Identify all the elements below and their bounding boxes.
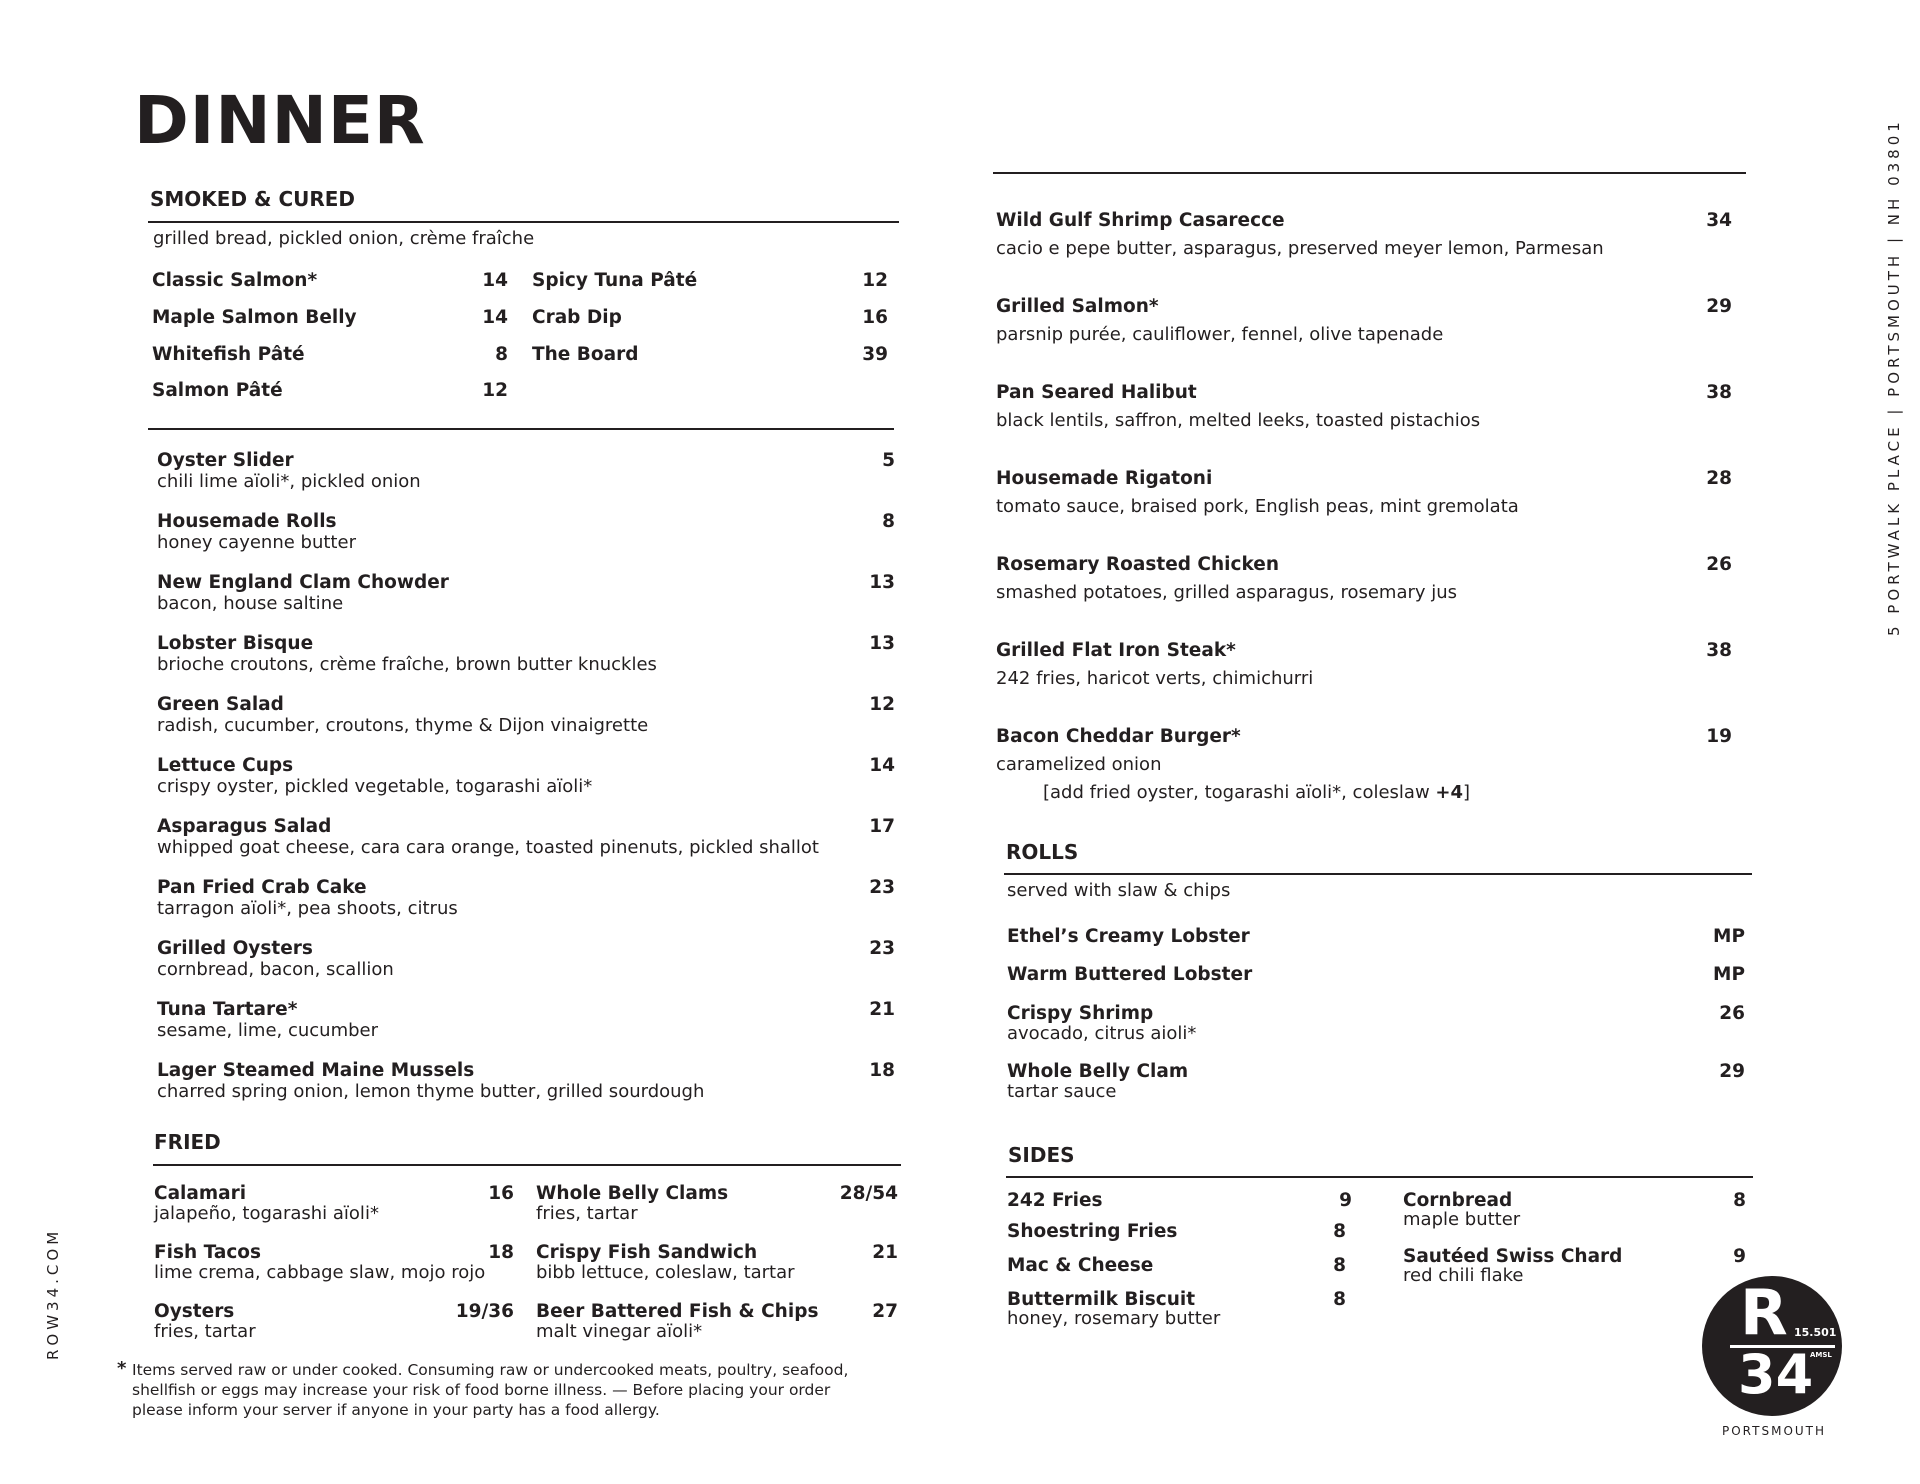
item-price: 14: [869, 755, 895, 776]
item-name: Pan Seared Halibut: [996, 382, 1197, 403]
item-price: 28/54: [839, 1183, 898, 1204]
divider: [148, 221, 899, 223]
section-heading-sides: SIDES: [1008, 1143, 1075, 1167]
addon-text: [add fried oyster, togarashi aïoli*, coleslaw: [1043, 782, 1436, 803]
item-desc: tomato sauce, braised pork, English peas, mint gremolata: [996, 496, 1519, 517]
item-price: 8: [1333, 1255, 1346, 1276]
mains-list: [996, 212, 1732, 812]
item-name: Green Salad: [157, 694, 284, 715]
item-desc: malt vinegar aïoli*: [536, 1321, 703, 1342]
page-title: DINNER: [134, 82, 426, 159]
item-name: Whole Belly Clams: [536, 1183, 729, 1204]
item-desc: fries, tartar: [154, 1321, 256, 1342]
burger-addon: [1043, 784, 1470, 802]
section-heading-smoked: SMOKED & CURED: [150, 187, 356, 211]
item-desc: caramelized onion: [996, 754, 1162, 775]
item-price: 21: [872, 1242, 898, 1263]
item-price: 19: [1706, 726, 1732, 747]
item-price: 28: [1706, 468, 1732, 489]
item-name: Shoestring Fries: [1007, 1221, 1178, 1242]
item-name: Tuna Tartare*: [157, 999, 298, 1020]
item-name: Sautéed Swiss Chard: [1403, 1246, 1623, 1267]
item-name: Fish Tacos: [154, 1242, 262, 1263]
rolls-subtitle: served with slaw & chips: [1007, 880, 1231, 901]
item-name: Lobster Bisque: [157, 633, 314, 654]
footnote-line: please inform your server if anyone in your party has a food allergy.: [132, 1401, 660, 1419]
item-desc: smashed potatoes, grilled asparagus, rosemary jus: [996, 582, 1458, 603]
item-desc: bacon, house saltine: [157, 593, 344, 614]
item-name: Housemade Rolls: [157, 511, 337, 532]
item-price: 14: [482, 307, 508, 328]
item-price: 23: [869, 877, 895, 898]
item-price: 8: [1733, 1190, 1746, 1211]
item-desc: lime crema, cabbage slaw, mojo rojo: [154, 1262, 486, 1283]
item-name: Warm Buttered Lobster: [1007, 964, 1253, 985]
item-name: Asparagus Salad: [157, 816, 332, 837]
divider: [1004, 873, 1752, 875]
item-name: Oyster Slider: [157, 450, 294, 471]
item-desc: charred spring onion, lemon thyme butter, grilled sourdough: [157, 1081, 705, 1102]
item-price: 12: [482, 380, 508, 401]
item-desc: tartar sauce: [1007, 1081, 1117, 1102]
item-price: 38: [1706, 382, 1732, 403]
item-desc: jalapeño, togarashi aïoli*: [154, 1203, 379, 1224]
item-price: 16: [488, 1183, 514, 1204]
footnote-line: Items served raw or under cooked. Consuming raw or undercooked meats, poultry, seafood,: [132, 1361, 849, 1379]
item-name: Classic Salmon*: [152, 270, 318, 291]
item-name: Ethel’s Creamy Lobster: [1007, 926, 1250, 947]
item-desc: avocado, citrus aioli*: [1007, 1023, 1197, 1044]
logo-elevation: 15.501: [1794, 1326, 1837, 1339]
item-name: Buttermilk Biscuit: [1007, 1289, 1196, 1310]
item-price: MP: [1713, 964, 1745, 985]
section-heading-fried: FRIED: [154, 1130, 221, 1154]
item-name: Housemade Rigatoni: [996, 468, 1213, 489]
item-price: 13: [869, 633, 895, 654]
item-name: Spicy Tuna Pâté: [532, 270, 698, 291]
logo-number: 34: [1738, 1343, 1814, 1406]
divider: [1006, 1176, 1753, 1178]
item-name: Grilled Salmon*: [996, 296, 1159, 317]
item-name: Lager Steamed Maine Mussels: [157, 1060, 475, 1081]
item-desc: cacio e pepe butter, asparagus, preserved meyer lemon, Parmesan: [996, 238, 1604, 259]
starters-list: [157, 452, 895, 1112]
item-price: 8: [495, 344, 508, 365]
item-name: Bacon Cheddar Burger*: [996, 726, 1241, 747]
item-price: 26: [1706, 554, 1732, 575]
logo-city: PORTSMOUTH: [1722, 1424, 1827, 1438]
item-price: 26: [1719, 1003, 1745, 1024]
item-price: 8: [1333, 1289, 1346, 1310]
website-url: ROW34.COM: [44, 1227, 62, 1360]
item-name: The Board: [532, 344, 639, 365]
item-price: 12: [869, 694, 895, 715]
item-price: 5: [882, 450, 895, 471]
item-price: 16: [862, 307, 888, 328]
item-desc: black lentils, saffron, melted leeks, toasted pistachios: [996, 410, 1481, 431]
item-price: 21: [869, 999, 895, 1020]
addon-close: ]: [1463, 782, 1471, 803]
item-price: 17: [869, 816, 895, 837]
item-name: Rosemary Roasted Chicken: [996, 554, 1280, 575]
item-desc: brioche croutons, crème fraîche, brown butter knuckles: [157, 654, 657, 675]
address: 5 PORTWALK PLACE | PORTSMOUTH | NH 03801: [1885, 118, 1903, 636]
footnote-line: shellfish or eggs may increase your risk of food borne illness. — Before placing your order: [132, 1381, 831, 1399]
item-name: Whitefish Pâté: [152, 344, 305, 365]
item-price: 8: [882, 511, 895, 532]
item-name: Crab Dip: [532, 307, 622, 328]
footnote-star: *: [117, 1358, 127, 1379]
rolls-list: [1007, 928, 1745, 1108]
item-name: New England Clam Chowder: [157, 572, 449, 593]
item-price: 14: [482, 270, 508, 291]
item-desc: crispy oyster, pickled vegetable, togarashi aïoli*: [157, 776, 593, 797]
item-price: 29: [1719, 1061, 1745, 1082]
item-name: Grilled Flat Iron Steak*: [996, 640, 1236, 661]
item-name: Mac & Cheese: [1007, 1255, 1154, 1276]
sides-right-list: [1403, 1192, 1746, 1292]
logo-letter: R: [1740, 1276, 1788, 1349]
item-name: Whole Belly Clam: [1007, 1061, 1189, 1082]
addon-price: +4: [1435, 782, 1464, 803]
sides-left-list: [1007, 1192, 1352, 1332]
item-name: Pan Fried Crab Cake: [157, 877, 367, 898]
item-price: 29: [1706, 296, 1732, 317]
item-desc: cornbread, bacon, scallion: [157, 959, 394, 980]
item-price: 18: [488, 1242, 514, 1263]
item-desc: tarragon aïoli*, pea shoots, citrus: [157, 898, 458, 919]
item-desc: whipped goat cheese, cara cara orange, toasted pinenuts, pickled shallot: [157, 837, 819, 858]
item-desc: parsnip purée, cauliflower, fennel, olive tapenade: [996, 324, 1444, 345]
item-desc: bibb lettuce, coleslaw, tartar: [536, 1262, 795, 1283]
item-price: 18: [869, 1060, 895, 1081]
item-price: 23: [869, 938, 895, 959]
item-name: Salmon Pâté: [152, 380, 283, 401]
item-price: 9: [1733, 1246, 1746, 1267]
item-name: Wild Gulf Shrimp Casarecce: [996, 210, 1285, 231]
smoked-subtitle: grilled bread, pickled onion, crème fraîche: [153, 228, 535, 249]
item-price: 8: [1333, 1221, 1346, 1242]
section-heading-rolls: ROLLS: [1006, 840, 1079, 864]
item-name: Grilled Oysters: [157, 938, 313, 959]
item-name: Crispy Fish Sandwich: [536, 1242, 758, 1263]
item-desc: honey, rosemary butter: [1007, 1308, 1221, 1329]
divider: [153, 1164, 901, 1166]
item-desc: sesame, lime, cucumber: [157, 1020, 379, 1041]
item-price: 27: [872, 1301, 898, 1322]
item-name: Calamari: [154, 1183, 247, 1204]
item-price: 12: [862, 270, 888, 291]
row34-logo: [1702, 1276, 1842, 1416]
item-price: 39: [862, 344, 888, 365]
divider: [148, 428, 894, 430]
item-price: 34: [1706, 210, 1732, 231]
item-name: Lettuce Cups: [157, 755, 294, 776]
item-desc: maple butter: [1403, 1209, 1521, 1230]
item-price: 9: [1339, 1190, 1352, 1211]
item-name: Maple Salmon Belly: [152, 307, 357, 328]
item-desc: red chili flake: [1403, 1265, 1524, 1286]
item-name: Cornbread: [1403, 1190, 1513, 1211]
item-name: Crispy Shrimp: [1007, 1003, 1154, 1024]
divider: [993, 172, 1746, 174]
item-name: Beer Battered Fish & Chips: [536, 1301, 819, 1322]
logo-amsl: AMSL: [1810, 1351, 1832, 1359]
item-desc: fries, tartar: [536, 1203, 638, 1224]
item-price: MP: [1713, 926, 1745, 947]
item-price: 13: [869, 572, 895, 593]
item-price: 19/36: [455, 1301, 514, 1322]
item-desc: radish, cucumber, croutons, thyme & Dijon vinaigrette: [157, 715, 649, 736]
item-desc: 242 fries, haricot verts, chimichurri: [996, 668, 1314, 689]
item-name: Oysters: [154, 1301, 235, 1322]
item-name: 242 Fries: [1007, 1190, 1103, 1211]
item-desc: chili lime aïoli*, pickled onion: [157, 471, 421, 492]
item-desc: honey cayenne butter: [157, 532, 356, 553]
item-price: 38: [1706, 640, 1732, 661]
